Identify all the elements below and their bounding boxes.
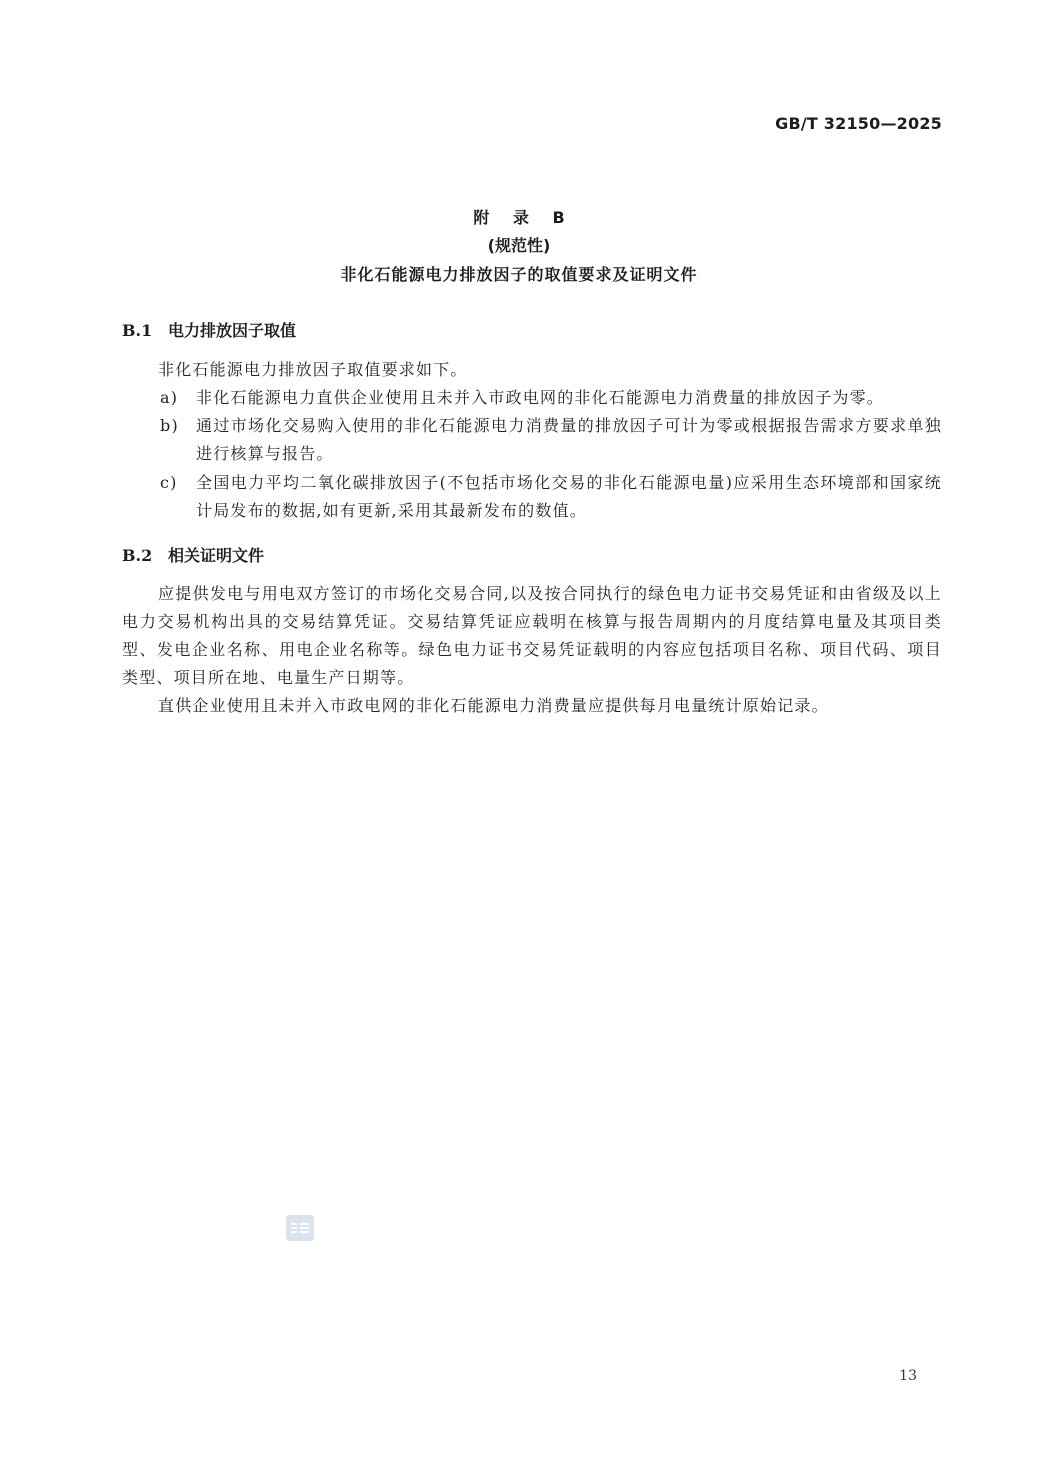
list-item-label: b) — [160, 416, 179, 435]
doc-code: GB/T 32150—2025 — [775, 114, 942, 133]
annex-nature: (规范性) — [487, 236, 551, 255]
list-item-text: 通过市场化交易购入使用的非化石能源电力消费量的排放因子可计为零或根据报告需求方要求单独进行核算与报告。 — [196, 416, 942, 463]
clause-number: B.1 — [122, 321, 153, 340]
annex-title: 附 录 B — [473, 208, 565, 227]
clause-number: B.2 — [122, 546, 153, 565]
clause-heading-b2 — [122, 543, 264, 566]
list-item-a — [160, 384, 942, 412]
list-item-label: c) — [160, 473, 178, 492]
list-item-text: 非化石能源电力直供企业使用且未并入市政电网的非化石能源电力消费量的排放因子为零。 — [196, 388, 885, 407]
annex-name: 非化石能源电力排放因子的取值要求及证明文件 — [340, 265, 698, 284]
clause-heading-b1 — [122, 318, 296, 341]
clause-intro: 非化石能源电力排放因子取值要求如下。 — [158, 360, 468, 379]
list-item-label: a) — [160, 388, 179, 407]
page-number: 13 — [899, 1368, 917, 1384]
clause-title: 相关证明文件 — [168, 546, 265, 565]
list-item-text: 全国电力平均二氧化碳排放因子(不包括市场化交易的非化石能源电量)应采用生态环境部和国家统计局发布的数据,如有更新,采用其最新发布的数值。 — [196, 473, 942, 520]
list-item-b — [160, 412, 942, 468]
clause-title: 电力排放因子取值 — [168, 321, 297, 340]
paragraph-1: 应提供发电与用电双方签订的市场化交易合同,以及按合同执行的绿色电力证书交易凭证和由省级及以上电力交易机构出具的交易结算凭证。交易结算凭证应载明在核算与报告周期内的月度结算电量及其项目类型、发电企业名称、用电企业名称等。绿色电力证书交易凭证载明的内容应包括项目名称、项目代码、项目类型、项目所在地、电量生产日期等。 — [122, 584, 942, 687]
sac-logo-icon — [286, 1215, 314, 1241]
paragraph-2: 直供企业使用且未并入市政电网的非化石能源电力消费量应提供每月电量统计原始记录。 — [158, 696, 829, 715]
list-item-c — [160, 469, 942, 525]
